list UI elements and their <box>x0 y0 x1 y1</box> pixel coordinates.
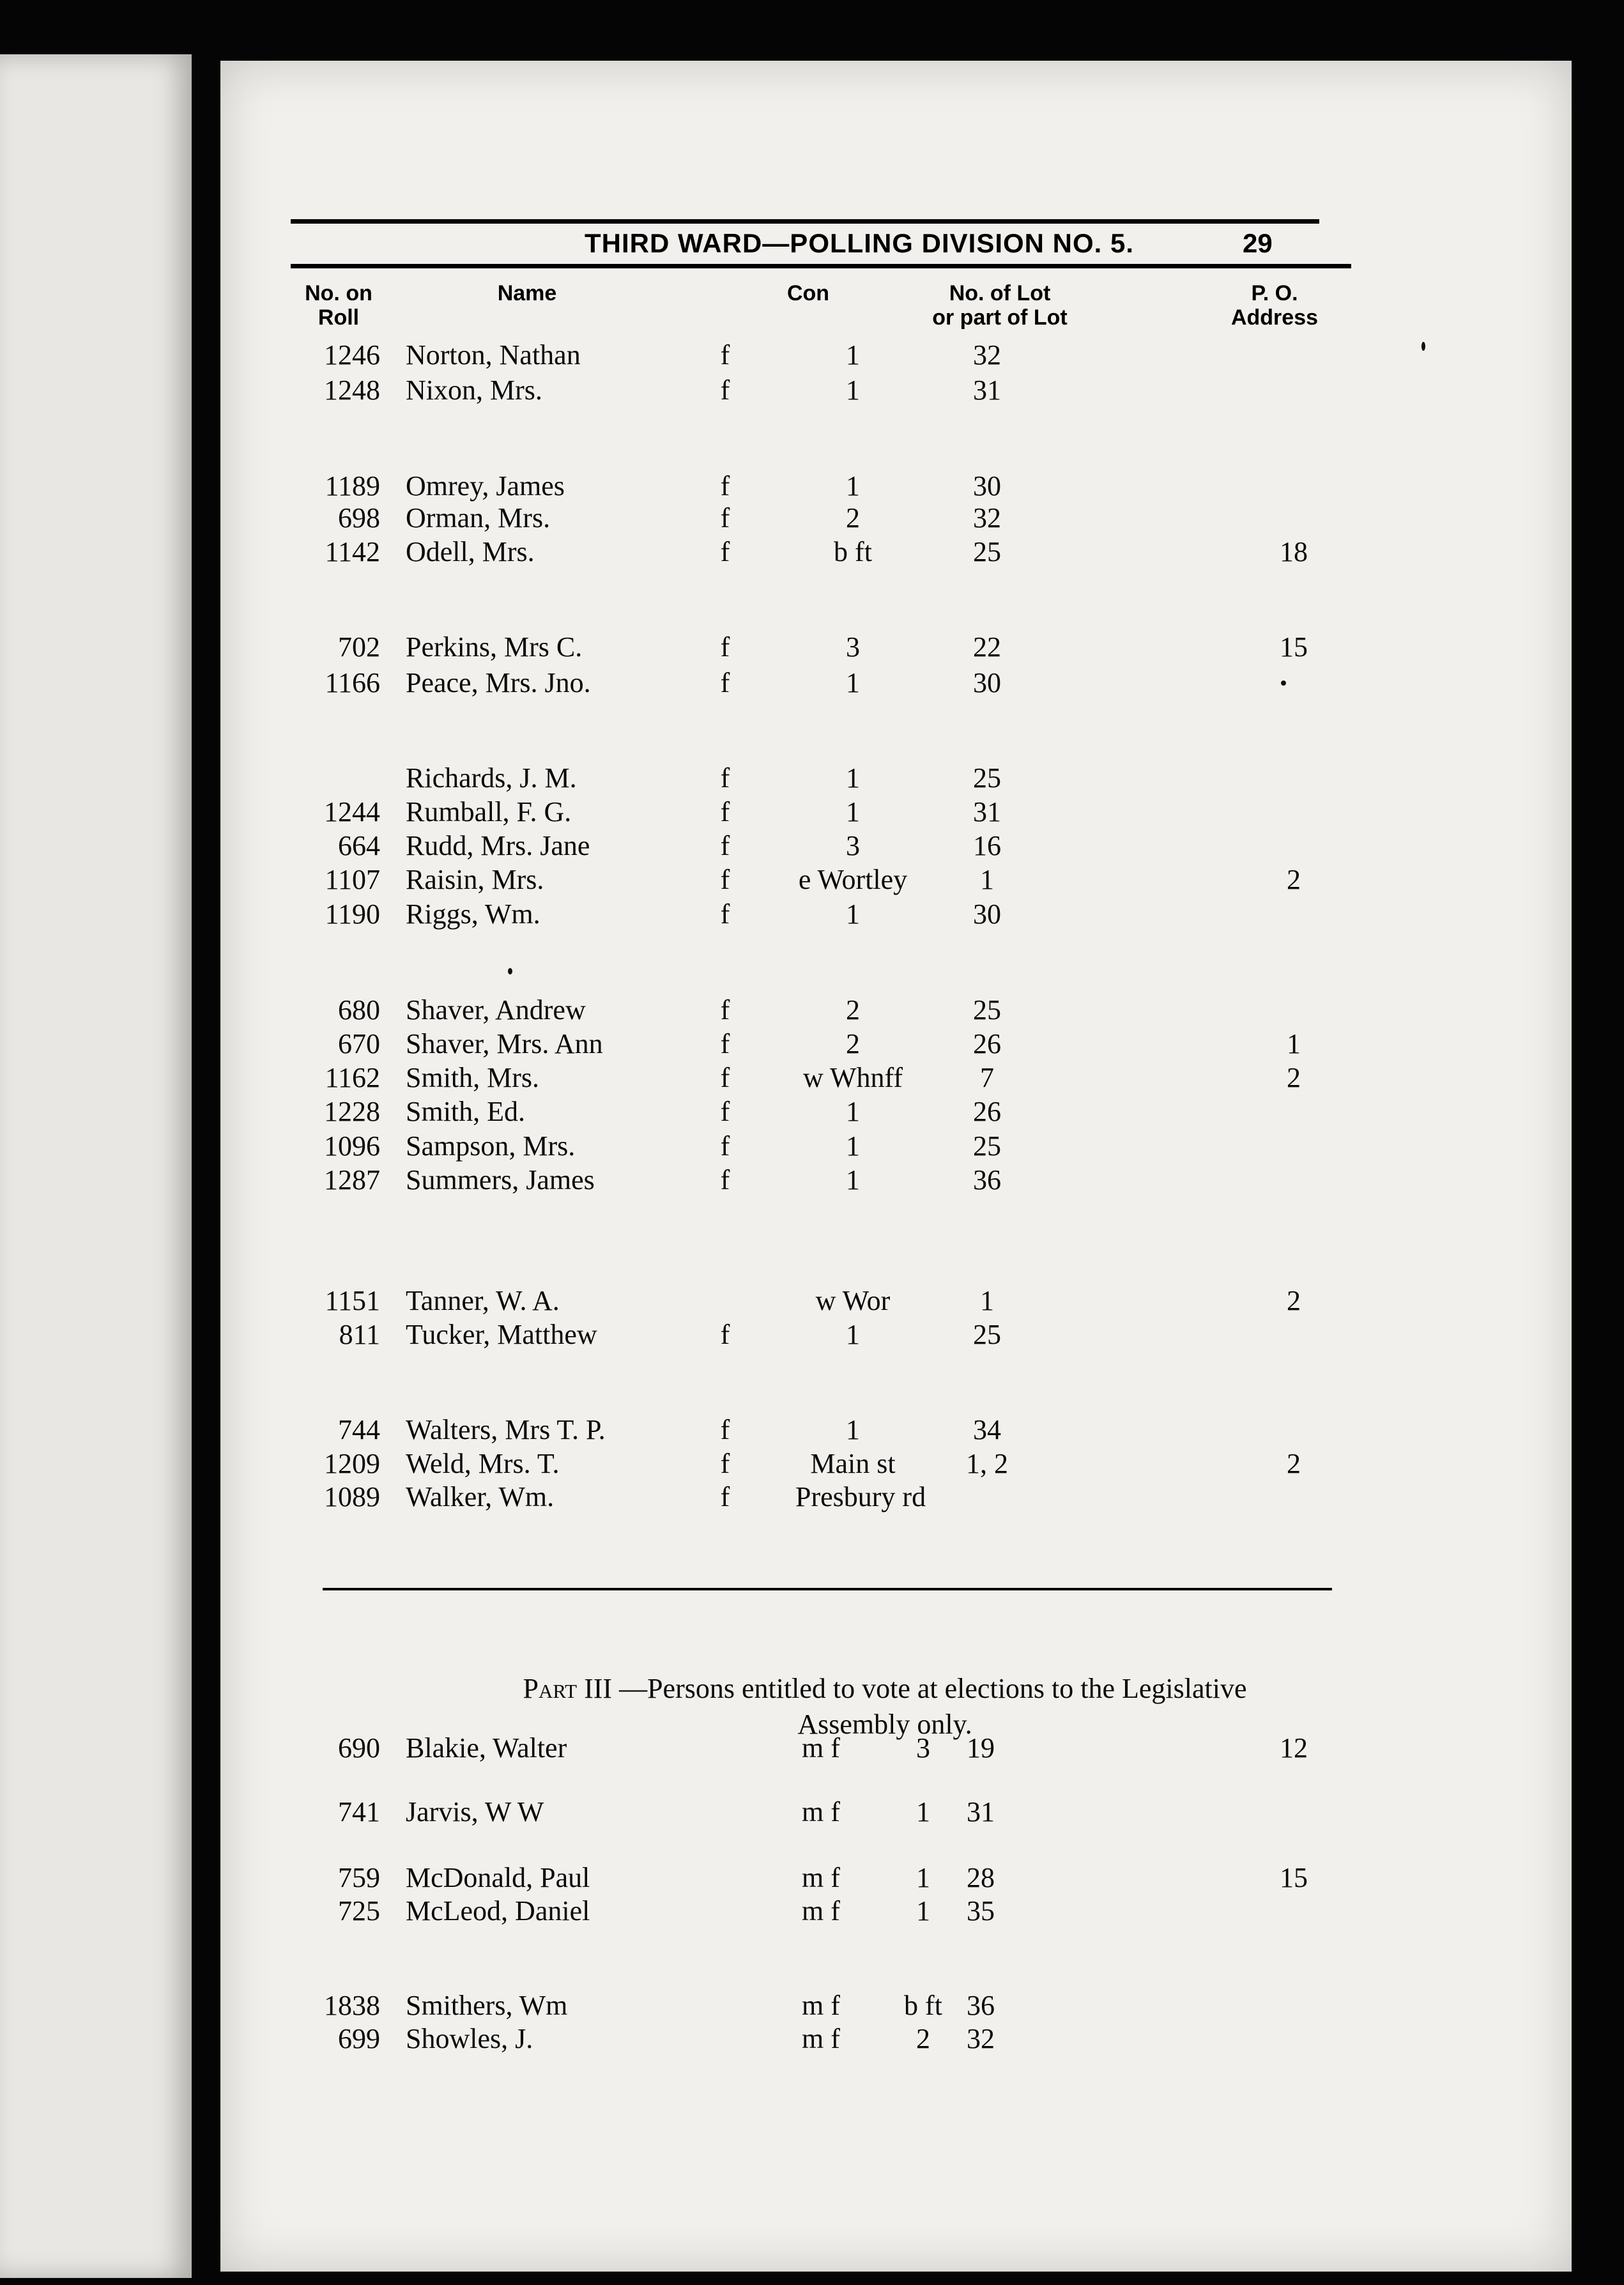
concession: 3 <box>846 830 860 861</box>
concession: b ft <box>904 1990 942 2021</box>
voter-name: Orman, Mrs. <box>406 502 551 534</box>
lot-number: 30 <box>973 470 1001 502</box>
concession: w Wor <box>815 1285 891 1316</box>
roll-number: 725 <box>338 1895 380 1927</box>
roll-number: 1838 <box>324 1990 380 2021</box>
po-address: 15 <box>1280 1862 1308 1893</box>
table-row <box>220 1130 1572 1166</box>
voter-name: Raisin, Mrs. <box>406 864 544 895</box>
voter-name: Rudd, Mrs. Jane <box>406 830 590 861</box>
voter-status: m f <box>802 2023 840 2054</box>
roll-number: 690 <box>338 1732 380 1764</box>
voter-status: f <box>720 1414 730 1445</box>
voter-name: Tanner, W. A. <box>406 1285 560 1316</box>
voter-status: f <box>720 830 730 861</box>
table-row <box>220 1895 1572 1930</box>
po-address: 2 <box>1287 1448 1301 1479</box>
voter-status: f <box>720 1164 730 1196</box>
concession: e Wortley <box>798 864 908 895</box>
roll-number: 1142 <box>325 536 380 567</box>
facing-page-edge <box>0 54 192 2278</box>
roll-number: 670 <box>338 1028 380 1059</box>
voter-name: Nixon, Mrs. <box>406 374 542 406</box>
part3-heading-text: —Persons entitled to vote at elections to the Legislative <box>612 1673 1247 1704</box>
po-address: 2 <box>1287 1285 1301 1316</box>
lot-number: 26 <box>973 1096 1001 1127</box>
roll-number: 744 <box>338 1414 380 1445</box>
voter-status: f <box>720 502 730 534</box>
concession: 1 <box>846 1130 860 1162</box>
voter-status: f <box>720 898 730 930</box>
po-address: 2 <box>1287 864 1301 895</box>
roll-number: 1162 <box>325 1062 380 1093</box>
voter-status: f <box>720 1062 730 1093</box>
concession: 1 <box>846 470 860 502</box>
voter-name: McLeod, Daniel <box>406 1895 590 1927</box>
concession: 1 <box>846 339 860 371</box>
po-address: 18 <box>1280 536 1308 567</box>
voter-status: f <box>720 864 730 895</box>
voter-status: f <box>720 1448 730 1479</box>
lot-number: 1, 2 <box>966 1448 1008 1479</box>
voter-name: Showles, J. <box>406 2023 533 2054</box>
table-row <box>220 502 1572 537</box>
voter-status: f <box>720 339 730 371</box>
voter-name: Shaver, Mrs. Ann <box>406 1028 603 1059</box>
voter-name: Smithers, Wm <box>406 1990 568 2021</box>
roll-number: 811 <box>339 1319 380 1350</box>
concession: b ft <box>834 536 872 567</box>
scan-speck <box>1281 681 1286 686</box>
voter-name: Odell, Mrs. <box>406 536 535 567</box>
voter-status: f <box>720 994 730 1026</box>
voter-name: Weld, Mrs. T. <box>406 1448 560 1479</box>
voter-name: Richards, J. M. <box>406 762 577 794</box>
roll-number: 1248 <box>324 374 380 406</box>
col-lot-line2: or part of Lot <box>932 305 1068 330</box>
table-row <box>220 535 1572 571</box>
lot-number: 25 <box>973 762 1001 794</box>
voter-status: m f <box>802 1862 840 1893</box>
concession: 1 <box>846 1414 860 1445</box>
voter-name: Rumball, F. G. <box>406 796 572 827</box>
voter-status: f <box>720 536 730 567</box>
voter-status: f <box>720 470 730 502</box>
col-roll-heading <box>284 281 393 330</box>
concession: 1 <box>846 898 860 930</box>
table-row <box>220 796 1572 831</box>
concession: 1 <box>846 1164 860 1196</box>
roll-number: 1246 <box>324 339 380 371</box>
voter-status: m f <box>802 1732 840 1764</box>
col-po-heading <box>1211 281 1338 330</box>
concession: Main st <box>810 1448 896 1479</box>
table-row <box>220 1989 1572 2025</box>
voter-name: Riggs, Wm. <box>406 898 540 930</box>
concession: w Whnff <box>802 1062 903 1093</box>
voter-name: Jarvis, W W <box>406 1796 544 1827</box>
lot-number: 25 <box>973 536 1001 567</box>
voter-status: f <box>720 1130 730 1162</box>
roll-number: 741 <box>338 1796 380 1827</box>
voter-name: Smith, Mrs. <box>406 1062 540 1093</box>
concession: Presbury rd <box>795 1481 926 1512</box>
col-po-line2: Address <box>1230 305 1319 330</box>
lot-number: 32 <box>967 2023 995 2054</box>
voter-name: Sampson, Mrs. <box>406 1130 576 1162</box>
table-row <box>220 829 1572 865</box>
concession: 1 <box>846 1319 860 1350</box>
voter-status: f <box>720 1481 730 1512</box>
lot-number: 35 <box>967 1895 995 1927</box>
table-row <box>220 470 1572 505</box>
voter-status: f <box>720 631 730 663</box>
voter-status: f <box>720 762 730 794</box>
roll-number: 1209 <box>324 1448 380 1479</box>
col-con-heading: Con <box>786 281 830 305</box>
voter-status: m f <box>802 1796 840 1827</box>
concession: 2 <box>846 502 860 534</box>
lot-number: 31 <box>967 1796 995 1827</box>
roll-number: 699 <box>338 2023 380 2054</box>
lot-number: 25 <box>973 994 1001 1026</box>
table-row <box>220 762 1572 797</box>
table-row <box>220 1413 1572 1449</box>
table-row <box>220 1732 1572 1767</box>
po-address: 15 <box>1280 631 1308 663</box>
roll-number: 1244 <box>324 796 380 827</box>
roll-number: 1228 <box>324 1096 380 1127</box>
voter-status: f <box>720 796 730 827</box>
lot-number: 31 <box>973 796 1001 827</box>
table-row <box>220 1318 1572 1354</box>
table-row <box>220 1027 1572 1063</box>
concession: 2 <box>846 1028 860 1059</box>
part3-heading-line2: Assembly only. <box>797 1709 972 1740</box>
table-row <box>220 898 1572 934</box>
voter-name: Tucker, Matthew <box>406 1319 597 1350</box>
lot-number: 31 <box>973 374 1001 406</box>
voter-name: Perkins, Mrs C. <box>406 631 583 663</box>
po-address: 2 <box>1287 1062 1301 1093</box>
roll-number: 1287 <box>324 1164 380 1196</box>
voter-status: m f <box>802 1895 840 1927</box>
lot-number: 1 <box>980 864 994 895</box>
concession: 1 <box>846 374 860 406</box>
table-row <box>220 666 1572 702</box>
lot-number: 28 <box>967 1862 995 1893</box>
concession: 3 <box>846 631 860 663</box>
lot-number: 32 <box>973 339 1001 371</box>
concession: 3 <box>916 1732 930 1764</box>
voter-name: Smith, Ed. <box>406 1096 526 1127</box>
voter-status: f <box>720 1028 730 1059</box>
voter-status: m f <box>802 1990 840 2021</box>
concession: 2 <box>916 2023 930 2054</box>
lot-number: 25 <box>973 1130 1001 1162</box>
table-row <box>220 1447 1572 1483</box>
roll-number: 664 <box>338 830 380 861</box>
lot-number: 7 <box>980 1062 994 1093</box>
voter-name: Peace, Mrs. Jno. <box>406 667 591 698</box>
col-lot-line1: No. of Lot <box>949 281 1051 305</box>
lot-number: 34 <box>973 1414 1001 1445</box>
top-rule <box>291 219 1319 224</box>
scan-speck <box>1421 342 1425 351</box>
table-row <box>220 1796 1572 1831</box>
lot-number: 32 <box>973 502 1001 534</box>
concession: 1 <box>846 762 860 794</box>
concession: 1 <box>846 1096 860 1127</box>
roll-number: 759 <box>338 1862 380 1893</box>
voter-status: f <box>720 374 730 406</box>
roll-number: 1166 <box>325 667 380 698</box>
page-number: 29 <box>1243 228 1273 258</box>
concession: 1 <box>846 796 860 827</box>
lot-number: 19 <box>967 1732 995 1764</box>
roll-number: 698 <box>338 502 380 534</box>
table-row <box>220 863 1572 899</box>
table-row <box>220 994 1572 1029</box>
col-po-line1: P. O. <box>1251 281 1298 305</box>
lot-number: 25 <box>973 1319 1001 1350</box>
table-row <box>220 1861 1572 1897</box>
lot-number: 26 <box>973 1028 1001 1059</box>
voter-name: Omrey, James <box>406 470 565 502</box>
scan-speck <box>508 968 512 974</box>
voter-status: f <box>720 667 730 698</box>
roll-number: 702 <box>338 631 380 663</box>
table-row <box>220 1061 1572 1097</box>
concession: 1 <box>846 667 860 698</box>
concession: 2 <box>846 994 860 1026</box>
table-row <box>220 1284 1572 1320</box>
po-address: 12 <box>1280 1732 1308 1764</box>
table-row <box>220 2022 1572 2058</box>
roll-number: 680 <box>338 994 380 1026</box>
concession: 1 <box>916 1796 930 1827</box>
voter-name: Blakie, Walter <box>406 1732 567 1764</box>
page-title: THIRD WARD—POLLING DIVISION NO. 5. <box>585 228 1135 258</box>
lot-number: 30 <box>973 667 1001 698</box>
table-row <box>220 339 1572 374</box>
register-page <box>220 61 1572 2272</box>
roll-number: 1190 <box>325 898 380 930</box>
lot-number: 30 <box>973 898 1001 930</box>
table-row <box>220 374 1572 410</box>
roll-number: 1151 <box>325 1285 380 1316</box>
lot-number: 16 <box>973 830 1001 861</box>
lot-number: 36 <box>973 1164 1001 1196</box>
col-roll-line1: No. on <box>305 281 372 305</box>
voter-status: f <box>720 1319 730 1350</box>
concession: 1 <box>916 1895 930 1927</box>
table-row <box>220 1481 1572 1516</box>
roll-number: 1189 <box>325 470 380 502</box>
po-address: 1 <box>1287 1028 1301 1059</box>
voter-name: Shaver, Andrew <box>406 994 586 1026</box>
table-row <box>220 631 1572 666</box>
header-rule <box>291 264 1351 268</box>
table-row <box>220 1095 1572 1131</box>
part3-heading-lead: Part III <box>523 1673 613 1704</box>
voter-name: Norton, Nathan <box>406 339 581 371</box>
table-row <box>220 1164 1572 1199</box>
voter-name: Walters, Mrs T. P. <box>406 1414 606 1445</box>
voter-status: f <box>720 1096 730 1127</box>
part3-rule <box>323 1588 1332 1590</box>
lot-number: 22 <box>973 631 1001 663</box>
roll-number: 1107 <box>325 864 380 895</box>
roll-number: 1096 <box>324 1130 380 1162</box>
roll-number: 1089 <box>324 1481 380 1512</box>
voter-name: Walker, Wm. <box>406 1481 555 1512</box>
voter-name: Summers, James <box>406 1164 595 1196</box>
lot-number: 1 <box>980 1285 994 1316</box>
col-roll-line2: Roll <box>318 305 360 330</box>
lot-number: 36 <box>967 1990 995 2021</box>
col-lot-heading <box>904 281 1096 330</box>
voter-name: McDonald, Paul <box>406 1862 590 1893</box>
concession: 1 <box>916 1862 930 1893</box>
col-name-heading: Name <box>497 281 557 305</box>
